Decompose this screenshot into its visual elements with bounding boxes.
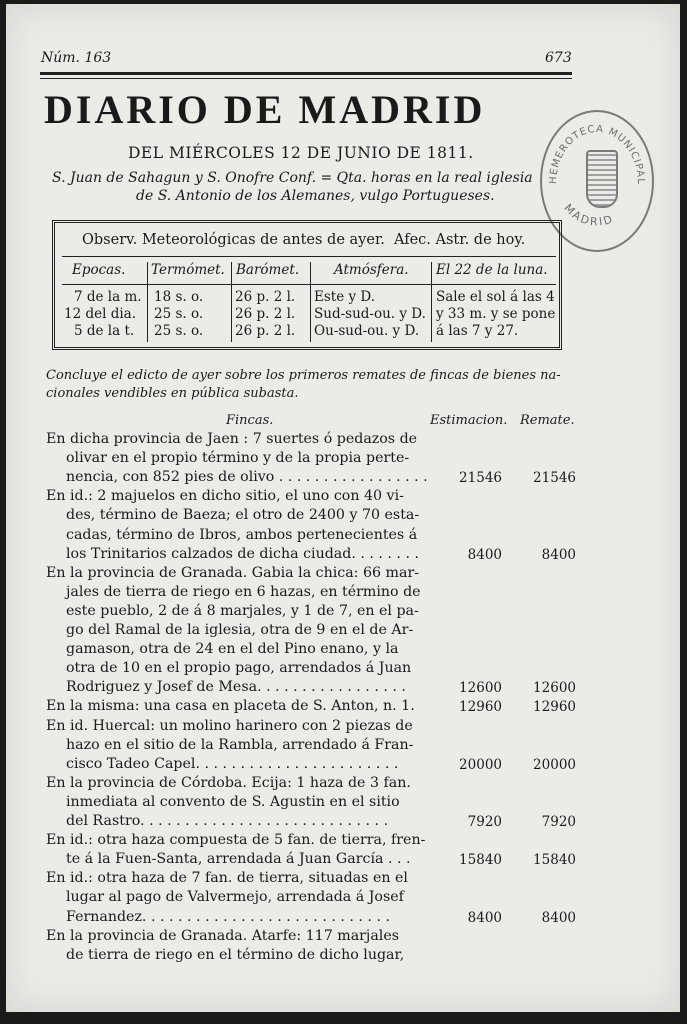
entry-first-line: En id.: otra haza de 7 fan. de tierra, situadas en el [46, 870, 408, 887]
col-luna: El 22 de la luna. [436, 262, 548, 278]
obs-epoca: 7 de la m. [74, 289, 142, 305]
obs-barom: 26 p. 2 l. [235, 289, 296, 305]
entry-first-line: En id. Huercal: un molino harinero con 2 piezas de [46, 717, 413, 734]
estimacion-value: 12960 [459, 699, 502, 716]
obs-atm: Sud-sud-ou. y D. [314, 306, 426, 322]
obs-term: 25 s. o. [154, 323, 204, 339]
estimacion-value: 20000 [459, 756, 502, 773]
entry-continuation-line: go del Ramal de la iglesia, otra de 9 en el de Ar- [66, 622, 414, 638]
remate-value: 20000 [533, 756, 576, 773]
entry-continuation-line: este pueblo, 2 de á 8 marjales, y 1 de 7, en el pa- [66, 602, 419, 619]
estimacion-value: 7920 [467, 814, 502, 830]
observations-title: Observ. Meteorológicas de antes de ayer. [82, 232, 385, 248]
entry-first-line: En la misma: una casa en placeta de S. Anton, n. 1. [46, 698, 415, 715]
entry-continuation-line: hazo en el sitio de la Rambla, arrendado á Fran- [66, 736, 414, 753]
entry-continuation-line: lugar al pago de Valvermejo, arrendada á Josef [66, 889, 404, 906]
obs-term: 18 s. o. [154, 289, 204, 305]
obs-term: 25 s. o. [154, 306, 204, 322]
estimacion-value: 21546 [459, 470, 502, 487]
entry-first-line: En id.: 2 majuelos en dicho sitio, el uno con 40 vi- [46, 488, 404, 505]
saints-line-1: S. Juan de Sahagun y S. Onofre Conf. = Qta. horas en la real iglesia [52, 170, 533, 186]
entry-first-line: En dicha provincia de Jaen : 7 suertes ó pedazos de [46, 431, 418, 447]
col-epocas: Epocas. [72, 262, 126, 278]
remate-header: Remate. [520, 413, 575, 428]
estimacion-header: Estimacion. [430, 413, 508, 428]
obs-divider [62, 256, 556, 257]
remate-value: 7920 [541, 814, 576, 830]
obs-luna: Sale el sol á las 4 [436, 289, 555, 305]
page-number: 673 [545, 50, 572, 66]
fincas-header: Fincas. [226, 413, 274, 428]
estimacion-value: 15840 [459, 852, 502, 869]
entry-first-line: En id.: otra haza compuesta de 5 fan. de tierra, fren- [46, 832, 426, 849]
obs-atm: Ou-sud-ou. y D. [314, 323, 420, 339]
svg-text:MADRID: MADRID [561, 201, 616, 229]
entry-first-line: En la provincia de Granada. Atarfe: 117 marjales [46, 927, 400, 944]
obs-luna: á las 7 y 27. [436, 323, 519, 339]
remate-value: 15840 [533, 852, 576, 869]
obs-column-separator [431, 262, 432, 342]
col-termometro: Termómet. [151, 262, 225, 278]
obs-barom: 26 p. 2 l. [235, 323, 296, 339]
remate-value: 12960 [533, 699, 576, 716]
entry-continuation-line: Rodriguez y Josef de Mesa. . . . . . . . . . . . . . . . . [66, 679, 406, 696]
estimacion-value: 8400 [467, 909, 502, 926]
obs-column-separator [147, 262, 148, 342]
entry-continuation-line: te á la Fuen-Santa, arrendada á Juan García . . . [66, 851, 411, 868]
obs-column-separator [231, 262, 232, 342]
entry-continuation-line: otra de 10 en el propio pago, arrendados á Juan [66, 660, 412, 677]
header-rule [40, 72, 572, 75]
remate-value: 12600 [533, 680, 576, 697]
entry-continuation-line: cadas, término de Ibros, ambos pertenecientes á [66, 526, 418, 543]
obs-barom: 26 p. 2 l. [235, 306, 296, 322]
entry-continuation-line: inmediata al convento de S. Agustin en el sitio [66, 793, 400, 810]
entry-continuation-line: gamason, otra de 24 en el del Pino enano, y la [66, 641, 399, 658]
entry-continuation-line: cisco Tadeo Capel. . . . . . . . . . . . . . . . . . . . . . . [66, 755, 399, 772]
col-atmosfera: Atmósfera. [334, 262, 409, 278]
entry-continuation-line: los Trinitarios calzados de dicha ciudad. . . . . . . . [66, 545, 419, 562]
estimacion-value: 12600 [459, 680, 502, 697]
remate-value: 8400 [541, 909, 576, 926]
entry-first-line: En la provincia de Córdoba. Ecija: 1 haza de 3 fan. [46, 774, 411, 791]
intro-line-2: cionales vendibles en pública subasta. [46, 386, 299, 401]
entry-continuation-line: Fernandez. . . . . . . . . . . . . . . . . . . . . . . . . . . . [66, 908, 390, 925]
entry-continuation-line: des, término de Baeza; el otro de 2400 y 70 esta- [66, 507, 420, 524]
issue-number: Núm. 163 [41, 50, 112, 66]
issue-date: DEL MIÉRCOLES 12 DE JUNIO DE 1811. [128, 144, 474, 162]
obs-divider [62, 284, 556, 285]
entry-continuation-line: del Rastro. . . . . . . . . . . . . . . . . . . . . . . . . . . . [66, 813, 389, 829]
obs-epoca: 5 de la t. [74, 323, 135, 339]
obs-luna: y 33 m. y se pone [436, 306, 556, 322]
svg-text:HEMEROTECA MUNICIPAL: HEMEROTECA MUNICIPAL [547, 123, 647, 186]
col-barometro: Barómet. [236, 262, 300, 278]
masthead-title: DIARIO DE MADRID [44, 87, 486, 132]
remate-value: 21546 [533, 470, 576, 487]
astronomy-title: Afec. Astr. de hoy. [394, 232, 526, 248]
entry-continuation-line: jales de tierra de riego en 6 hazas, en término de [66, 583, 421, 600]
estimacion-value: 8400 [467, 546, 502, 563]
entry-first-line: En la provincia de Granada. Gabia la chica: 66 mar- [46, 564, 420, 581]
obs-atm: Este y D. [314, 289, 376, 305]
header-rule-thin [40, 78, 572, 79]
remate-value: 8400 [541, 546, 576, 563]
entry-continuation-line: nencia, con 852 pies de olivo . . . . . . . . . . . . . . . . . [66, 469, 428, 486]
obs-epoca: 12 del dia. [64, 306, 137, 322]
obs-column-separator [310, 262, 311, 342]
coat-of-arms-icon [586, 150, 618, 208]
entry-continuation-line: olivar en el propio término y de la propia perte- [66, 450, 410, 467]
saints-line-2: de S. Antonio de los Alemanes, vulgo Portugueses. [136, 188, 495, 204]
entry-continuation-line: de tierra de riego en el término de dicho lugar, [66, 946, 405, 963]
intro-line-1: Concluye el edicto de ayer sobre los primeros remates de fincas de bienes na- [46, 368, 561, 383]
